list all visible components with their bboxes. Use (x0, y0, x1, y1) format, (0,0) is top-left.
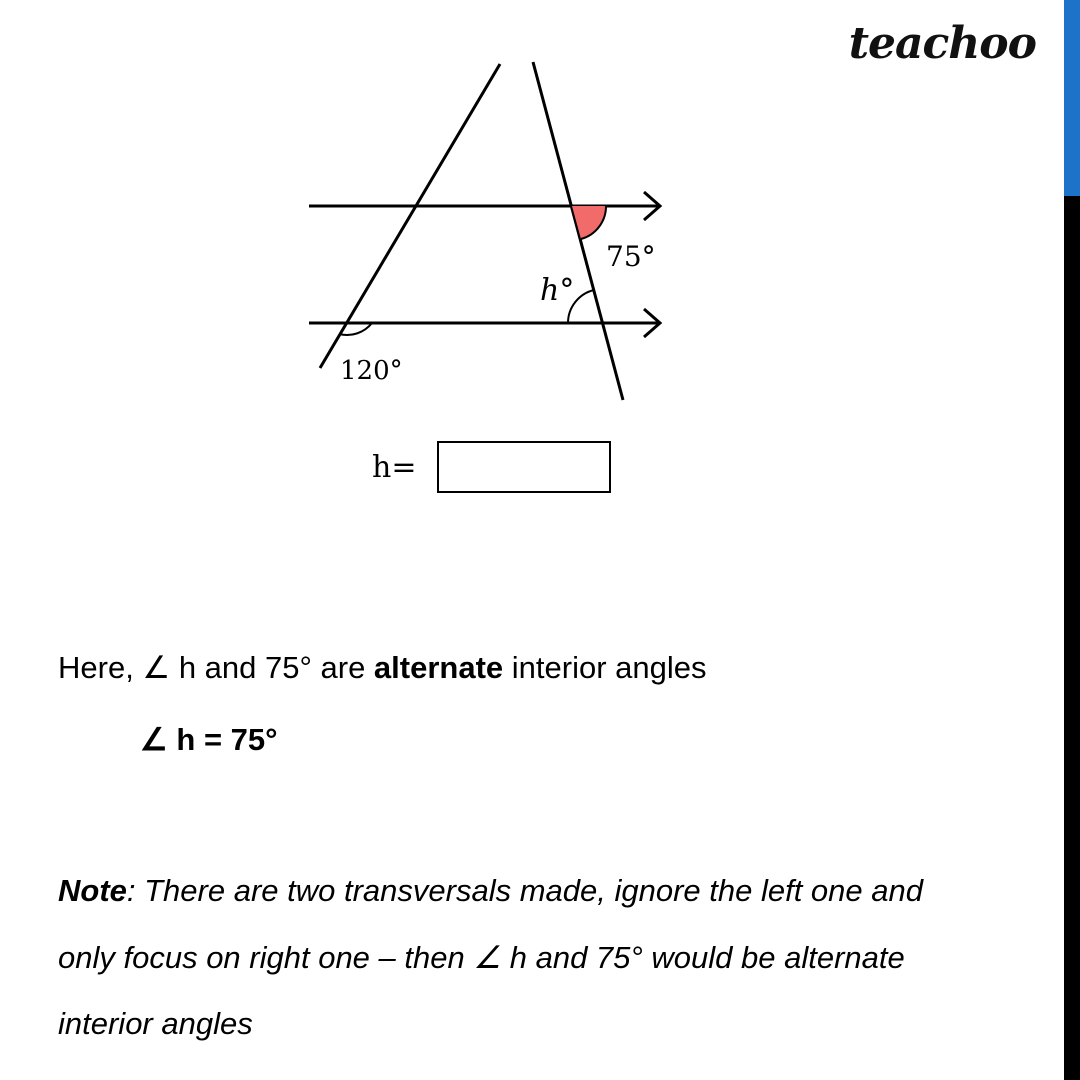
note-label: Note (58, 873, 127, 908)
note-line-1 (58, 873, 923, 909)
solution-line-1-prefix: Here, ∠ h and 75° are (58, 650, 374, 685)
angle-120-label: 120° (340, 356, 403, 386)
angle-75-label: 75° (606, 240, 656, 273)
transversal-right (533, 62, 623, 400)
solution-line-1-suffix: interior angles (503, 650, 707, 685)
answer-input-box[interactable] (437, 441, 611, 493)
solution-line-1 (58, 650, 707, 686)
note-line-2: only focus on right one – then ∠ h and 75° would be alternate (58, 940, 905, 975)
teachoo-logo: teachoo (848, 18, 1036, 69)
note-line-1-text: : There are two transversals made, ignore the left one and (126, 873, 923, 908)
solution-result: ∠ h = 75° (140, 722, 278, 757)
note-line-3: interior angles (58, 1006, 253, 1041)
angle-h-label: h° (540, 273, 575, 308)
solution-line-1-bold: alternate (373, 650, 504, 685)
answer-label: h= (372, 450, 417, 485)
